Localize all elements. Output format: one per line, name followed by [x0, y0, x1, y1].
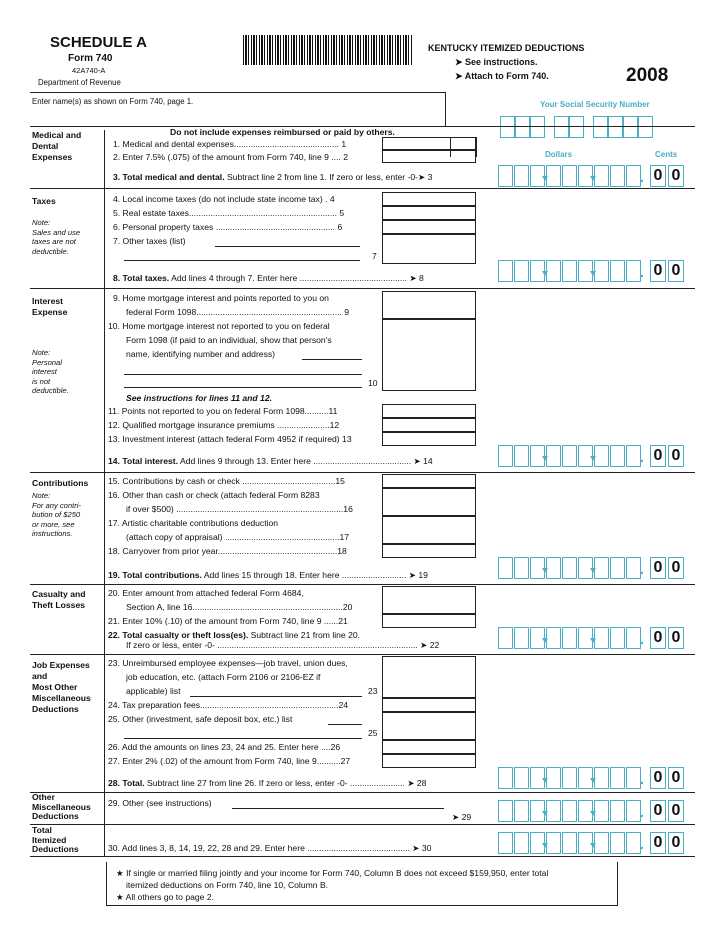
line-2: 2. Enter 7.5% (.075) of the amount from Form 740, line 9 .... 2	[113, 152, 349, 162]
amount-digit-box[interactable]	[594, 445, 609, 467]
amount-digit-box[interactable]	[498, 800, 513, 822]
name-label: Enter name(s) as shown on Form 740, page 1.	[32, 97, 194, 106]
cents-box: 0	[668, 557, 684, 579]
amount-digit-box[interactable]	[546, 260, 561, 282]
line-26-input[interactable]	[382, 740, 476, 754]
amount-digit-box[interactable]	[562, 800, 577, 822]
line-9a: 9. Home mortgage interest and points reported to you on	[113, 293, 329, 303]
amount-digit-box[interactable]	[514, 800, 529, 822]
line-26: 26. Add the amounts on lines 23, 24 and 25. Enter here ....26	[108, 742, 341, 752]
amount-digit-box[interactable]	[546, 445, 561, 467]
footer-note-1a: ★ If single or married filing jointly and your income for Form 740, Column B does not exceed $159,950, enter total	[116, 868, 549, 878]
comma-marker-icon	[592, 836, 593, 845]
line-11-input[interactable]	[382, 404, 476, 418]
ssn-input[interactable]	[500, 116, 696, 138]
comma-marker-icon	[544, 561, 545, 570]
cents-box: 0	[650, 165, 666, 187]
amount-digit-box[interactable]	[594, 165, 609, 187]
line-8: 8. Total taxes. Add lines 4 through 7. Enter here ............................................. ➤ 8	[113, 273, 424, 283]
line-25-number: 25	[368, 728, 378, 738]
footer-note-1b: itemized deductions on Form 740, line 10, Column B.	[126, 880, 329, 890]
line-1: 1. Medical and dental expenses............................................ 1	[113, 139, 347, 149]
amount-digit-box[interactable]	[514, 557, 529, 579]
cents-box: 0	[650, 445, 666, 467]
line-19: 19. Total contributions. Add lines 15 through 18. Enter here ........................... ➤ 19	[108, 570, 428, 580]
amount-digit-box[interactable]	[610, 627, 625, 649]
line-16-input[interactable]	[382, 488, 476, 516]
line-20b: Section A, line 16...............................................................20	[126, 602, 353, 612]
amount-digit-box[interactable]	[562, 627, 577, 649]
section-total: Total Itemized Deductions	[32, 825, 79, 854]
line-27: 27. Enter 2% (.02) of the amount from Form 740, line 9..........27	[108, 756, 351, 766]
cents-box: 0	[668, 767, 684, 789]
schedule-title: SCHEDULE A	[50, 34, 147, 51]
decimal-point: .	[640, 449, 644, 465]
line-18: 18. Carryover from prior year..................................................18	[108, 546, 347, 556]
see-instructions: ➤ See instructions.	[455, 57, 538, 67]
comma-marker-icon	[544, 264, 545, 273]
line-10c: name, identifying number and address)	[126, 349, 276, 359]
cents-box: 0	[668, 165, 684, 187]
line-22c: If zero or less, enter -0- .................................................................................... ➤ 22	[126, 640, 440, 650]
cents-box: 0	[668, 832, 684, 854]
line-22a: 22. Total casualty or theft loss(es). Subtract line 21 from line 20.	[108, 630, 361, 640]
amount-digit-box[interactable]	[594, 800, 609, 822]
line-29: 29. Other (see instructions)	[108, 798, 212, 808]
line-9b: federal Form 1098............................................................. 9	[126, 307, 350, 317]
line-10a: 10. Home mortgage interest not reported to you on federal	[108, 321, 330, 331]
line-13: 13. Investment interest (attach federal Form 4952 if required) 13	[108, 434, 352, 444]
line-13-input[interactable]	[382, 432, 476, 446]
line-23b: job education, etc. (attach Form 2106 or 2106-EZ if	[126, 672, 321, 682]
amount-digit-box[interactable]	[514, 445, 529, 467]
dollars-label: Dollars	[545, 150, 573, 159]
cents-box: 0	[668, 627, 684, 649]
comma-marker-icon	[592, 771, 593, 780]
amount-digit-box[interactable]	[626, 627, 641, 649]
line-28: 28. Total. Subtract line 27 from line 26. If zero or less, enter -0- ....................... ➤ 28	[108, 778, 427, 788]
section-medical: Medical and Dental Expenses	[32, 130, 82, 162]
amount-digit-box[interactable]	[594, 260, 609, 282]
line-30: 30. Add lines 3, 8, 14, 19, 22, 28 and 29. Enter here ........................................... ➤ 30	[108, 843, 432, 853]
line-27-input[interactable]	[382, 754, 476, 768]
line-7-input[interactable]	[382, 234, 476, 264]
amount-digit-box[interactable]	[562, 260, 577, 282]
amount-digit-box[interactable]	[514, 832, 529, 854]
line-17b: (attach copy of appraisal) ................................................17	[126, 532, 350, 542]
comma-marker-icon	[544, 631, 545, 640]
decimal-point: .	[640, 169, 644, 185]
cents-box: 0	[650, 557, 666, 579]
amount-digit-box[interactable]	[498, 260, 513, 282]
amount-digit-box[interactable]	[626, 445, 641, 467]
amount-digit-box[interactable]	[594, 627, 609, 649]
form-title: KENTUCKY ITEMIZED DEDUCTIONS	[428, 43, 585, 53]
comma-marker-icon	[544, 804, 545, 813]
see-lines-11-12: See instructions for lines 11 and 12.	[126, 393, 272, 403]
amount-digit-box[interactable]	[498, 557, 513, 579]
amount-digit-box[interactable]	[626, 260, 641, 282]
line-21: 21. Enter 10% (.10) of the amount from Form 740, line 9 ......21	[108, 616, 348, 626]
line-11: 11. Points not reported to you on federal Form 1098..........11	[108, 406, 338, 416]
amount-digit-box[interactable]	[610, 832, 625, 854]
amount-digit-box[interactable]	[546, 165, 561, 187]
amount-digit-box[interactable]	[514, 627, 529, 649]
amount-digit-box[interactable]	[610, 165, 625, 187]
cents-box: 0	[650, 832, 666, 854]
amount-digit-box[interactable]	[546, 767, 561, 789]
line-7-number: 7	[372, 251, 377, 261]
cents-box: 0	[668, 445, 684, 467]
line-24: 24. Tax preparation fees..........................................................24	[108, 700, 349, 710]
amount-digit-box[interactable]	[594, 767, 609, 789]
comma-marker-icon	[544, 836, 545, 845]
amount-digit-box[interactable]	[546, 627, 561, 649]
line-9-input[interactable]	[382, 291, 476, 319]
footer-note-2: ★ All others go to page 2.	[116, 892, 215, 902]
line-23-number: 23	[368, 686, 378, 696]
amount-digit-box[interactable]	[610, 800, 625, 822]
amount-digit-box[interactable]	[514, 767, 529, 789]
comma-marker-icon	[592, 169, 593, 178]
line-25a: 25. Other (investment, safe deposit box, etc.) list	[108, 714, 293, 724]
line-15-input[interactable]	[382, 474, 476, 488]
amount-digit-box[interactable]	[514, 260, 529, 282]
comma-marker-icon	[592, 449, 593, 458]
amount-digit-box[interactable]	[610, 767, 625, 789]
line-6: 6. Personal property taxes .................................................. 6	[113, 222, 343, 232]
decimal-point: .	[640, 836, 644, 852]
line-16b: if over $500) ......................................................................16	[126, 504, 353, 514]
cents-box: 0	[650, 800, 666, 822]
footer-box	[106, 862, 618, 906]
amount-digit-box[interactable]	[610, 260, 625, 282]
line-10-input[interactable]	[382, 319, 476, 391]
amount-digit-box[interactable]	[546, 557, 561, 579]
amount-digit-box[interactable]	[594, 832, 609, 854]
amount-digit-box[interactable]	[498, 767, 513, 789]
comma-marker-icon	[544, 771, 545, 780]
line-29-number: ➤ 29	[452, 812, 472, 822]
amount-digit-box[interactable]	[546, 800, 561, 822]
amount-digit-box[interactable]	[562, 445, 577, 467]
line-18-input[interactable]	[382, 544, 476, 558]
amount-digit-box[interactable]	[498, 627, 513, 649]
line-15: 15. Contributions by cash or check .......................................15	[108, 476, 345, 486]
decimal-point: .	[640, 804, 644, 820]
comma-marker-icon	[592, 561, 593, 570]
section-contributions: Contributions	[32, 478, 89, 488]
line-20-input[interactable]	[382, 586, 476, 614]
section-taxes: Taxes	[32, 196, 56, 206]
decimal-point: .	[640, 631, 644, 647]
cents-box: 0	[668, 800, 684, 822]
comma-marker-icon	[592, 804, 593, 813]
line-17a: 17. Artistic charitable contributions deduction	[108, 518, 279, 528]
cents-box: 0	[650, 627, 666, 649]
amount-digit-box[interactable]	[610, 557, 625, 579]
line-5: 5. Real estate taxes.............................................................. 5	[113, 208, 345, 218]
cents-label: Cents	[655, 150, 678, 159]
line-23-input[interactable]	[382, 656, 476, 698]
amount-digit-box[interactable]	[610, 445, 625, 467]
line-14: 14. Total interest. Add lines 9 through 13. Enter here ......................................... ➤ 14	[108, 456, 433, 466]
name-input[interactable]	[30, 92, 446, 126]
no-reimbursed-note: Do not include expenses reimbursed or paid by others.	[170, 127, 395, 137]
amount-digit-box[interactable]	[626, 767, 641, 789]
amount-digit-box[interactable]	[562, 557, 577, 579]
line-4-input[interactable]	[382, 192, 476, 206]
amount-digit-box[interactable]	[562, 832, 577, 854]
attach-note: ➤ Attach to Form 740.	[455, 71, 549, 81]
interest-note: Note: Personal interest is not deductible.	[32, 348, 69, 395]
amount-digit-box[interactable]	[562, 165, 577, 187]
taxes-note: Note: Sales and use taxes are not deductible.	[32, 218, 81, 256]
line-23c: applicable) list	[126, 686, 181, 696]
comma-marker-icon	[592, 631, 593, 640]
line-21-input[interactable]	[382, 614, 476, 628]
section-job-expenses: Job Expenses and Most Other Miscellaneous Deductions	[32, 660, 91, 714]
line-23a: 23. Unreimbursed employee expenses—job travel, union dues,	[108, 658, 348, 668]
cents-box: 0	[650, 260, 666, 282]
department: Department of Revenue	[38, 78, 121, 87]
line-16a: 16. Other than cash or check (attach federal Form 8283	[108, 490, 320, 500]
amount-digit-box[interactable]	[498, 445, 513, 467]
form-number: Form 740	[68, 53, 113, 64]
amount-digit-box[interactable]	[498, 165, 513, 187]
section-interest: Interest Expense	[32, 296, 68, 317]
decimal-point: .	[640, 561, 644, 577]
decimal-point: .	[640, 264, 644, 280]
line-20a: 20. Enter amount from attached federal Form 4684,	[108, 588, 304, 598]
amount-digit-box[interactable]	[498, 832, 513, 854]
line-10b: Form 1098 (if paid to an individual, show that person's	[126, 335, 332, 345]
amount-digit-box[interactable]	[562, 767, 577, 789]
line-5-input[interactable]	[382, 206, 476, 220]
barcode	[243, 35, 413, 65]
comma-marker-icon	[592, 264, 593, 273]
line-12-input[interactable]	[382, 418, 476, 432]
comma-marker-icon	[544, 449, 545, 458]
amount-digit-box[interactable]	[626, 832, 641, 854]
ssn-label: Your Social Security Number	[540, 100, 650, 109]
line-4: 4. Local income taxes (do not include state income tax) . 4	[113, 194, 335, 204]
amount-digit-box[interactable]	[594, 557, 609, 579]
form-code: 42A740-A	[72, 66, 106, 75]
section-casualty: Casualty and Theft Losses	[32, 589, 86, 610]
cents-box: 0	[668, 260, 684, 282]
decimal-point: .	[640, 771, 644, 787]
cents-box: 0	[650, 767, 666, 789]
contributions-note: Note: For any contri- bution of $250 or more, see instructions.	[32, 491, 81, 538]
line-2-input[interactable]	[382, 150, 476, 163]
amount-digit-box[interactable]	[514, 165, 529, 187]
tax-year: 2008	[626, 65, 669, 86]
line-17-input[interactable]	[382, 516, 476, 544]
amount-digit-box[interactable]	[626, 800, 641, 822]
line-24-input[interactable]	[382, 698, 476, 712]
amount-digit-box[interactable]	[626, 165, 641, 187]
line-7: 7. Other taxes (list)	[113, 236, 186, 246]
amount-digit-box[interactable]	[626, 557, 641, 579]
line-3: 3. Total medical and dental. Subtract line 2 from line 1. If zero or less, enter -0-➤ 3	[113, 172, 433, 182]
line-1-input[interactable]	[382, 137, 476, 150]
line-6-input[interactable]	[382, 220, 476, 234]
amount-digit-box[interactable]	[546, 832, 561, 854]
comma-marker-icon	[544, 169, 545, 178]
line-12: 12. Qualified mortgage insurance premiums ......................12	[108, 420, 340, 430]
section-other-misc: Other Miscellaneous Deductions	[32, 792, 91, 821]
line-25-input[interactable]	[382, 712, 476, 740]
line-10-number: 10	[368, 378, 378, 388]
